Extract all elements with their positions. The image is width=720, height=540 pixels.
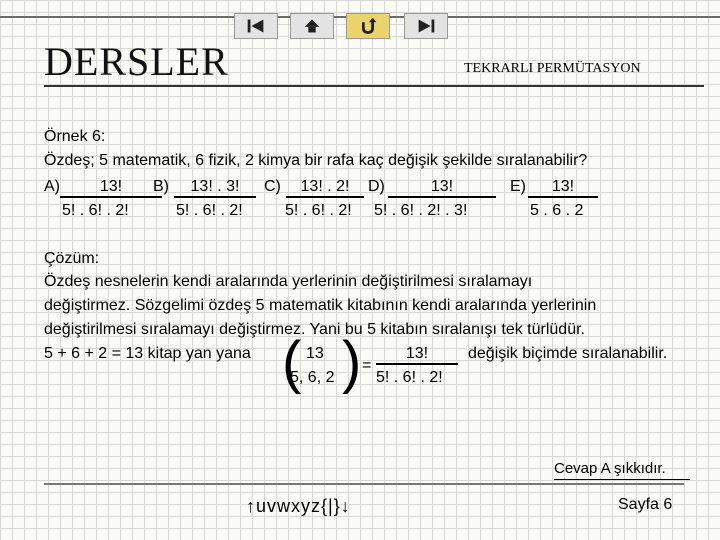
return-icon xyxy=(347,14,389,38)
first-page-icon xyxy=(235,14,277,38)
combination-close-paren: ) xyxy=(342,330,362,395)
solution-line-3: değiştirilmesi sıralamayı değiştirmez. Yani bu 5 kitabın sıralanışı tek türlüdür. xyxy=(44,321,585,338)
option-c-label: C) xyxy=(264,178,281,195)
last-page-button[interactable] xyxy=(404,13,448,39)
option-a-label: A) xyxy=(44,178,60,195)
page-subtitle: TEKRARLI PERMÜTASYON xyxy=(464,61,641,76)
page-number: Sayfa 6 xyxy=(618,496,673,513)
home-icon xyxy=(291,14,333,38)
last-page-icon xyxy=(405,14,447,38)
option-e-numerator: 13! xyxy=(528,178,598,198)
option-c-denominator: 5! . 6! . 2! xyxy=(285,202,352,219)
example-question: Özdeş; 5 matematik, 6 fizik, 2 kimya bir rafa kaç değişik şekilde sıralanabilir? xyxy=(44,152,588,169)
option-e-label: E) xyxy=(510,178,526,195)
home-button[interactable] xyxy=(290,13,334,39)
option-b-label: B) xyxy=(153,178,169,195)
solution-line-1: Özdeş nesnelerin kendi aralarında yerlerinin değiştirilmesi sıralamayı xyxy=(44,273,533,290)
first-page-button[interactable] xyxy=(234,13,278,39)
combination-bottom: 5, 6, 2 xyxy=(290,369,335,386)
option-a-denominator: 5! . 6! . 2! xyxy=(62,202,129,219)
fraction-numerator: 13! xyxy=(376,345,458,365)
answer-text: Cevap A şıkkıdır. xyxy=(554,460,666,477)
combination-top: 13 xyxy=(306,345,324,362)
equals-sign: = xyxy=(362,357,372,374)
return-button[interactable] xyxy=(346,13,390,39)
option-d-denominator: 5! . 6! . 2! . 3! xyxy=(374,202,468,219)
footer-rule xyxy=(44,483,684,485)
option-a-numerator: 13! xyxy=(60,178,162,198)
combination-open-paren: ( xyxy=(282,330,302,395)
title-divider xyxy=(44,85,704,87)
option-c-numerator: 13! . 2! xyxy=(286,178,364,198)
option-b-denominator: 5! . 6! . 2! xyxy=(176,202,243,219)
answer-underline xyxy=(554,479,690,480)
footer-symbols: ↑uvwxyz{|}↓ xyxy=(246,496,351,516)
page-title: DERSLER xyxy=(44,39,229,84)
option-d-label: D) xyxy=(368,178,385,195)
solution-heading: Çözüm: xyxy=(44,250,100,267)
option-d-numerator: 13! xyxy=(388,178,496,198)
solution-result: değişik biçimde sıralanabilir. xyxy=(468,345,668,362)
example-heading: Örnek 6: xyxy=(44,128,106,145)
solution-line-2: değiştirmez. Sözgelimi özdeş 5 matematik kitabının kendi aralarında yerlerinin xyxy=(44,297,597,314)
solution-sum: 5 + 6 + 2 = 13 kitap yan yana xyxy=(44,345,251,362)
option-b-numerator: 13! . 3! xyxy=(174,178,256,198)
option-e-denominator: 5 . 6 . 2 xyxy=(530,202,584,219)
fraction-denominator: 5! . 6! . 2! xyxy=(376,369,443,386)
